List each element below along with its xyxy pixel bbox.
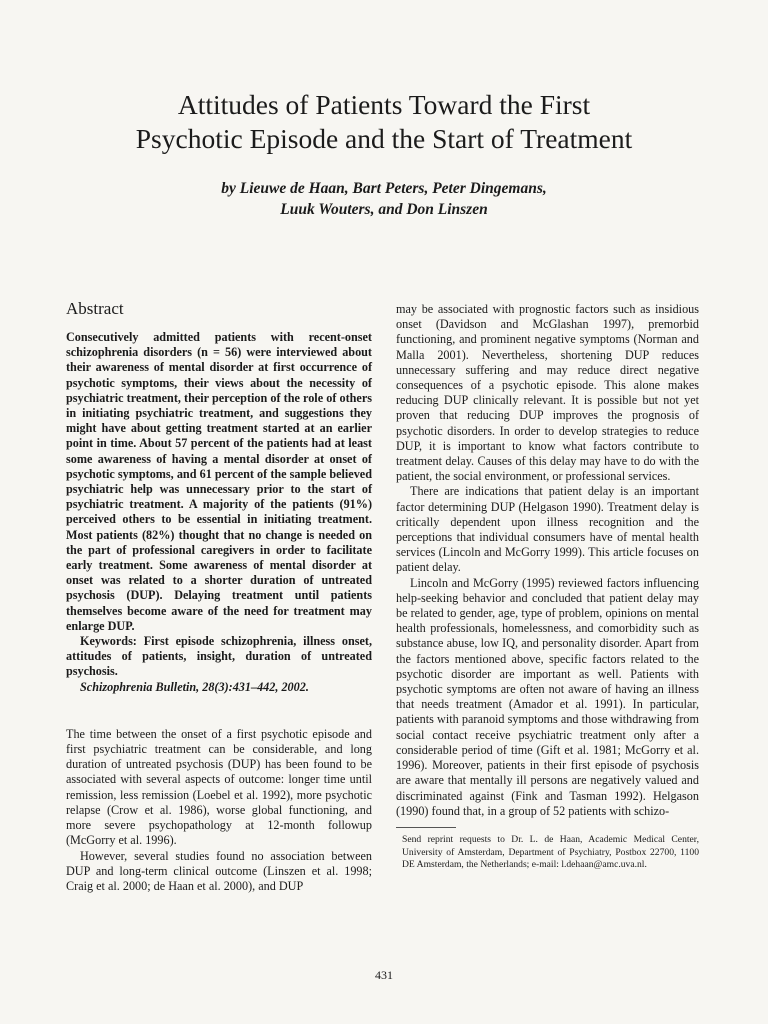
abstract-citation: Schizophrenia Bulletin, 28(3):431–442, 2002. bbox=[80, 679, 309, 694]
left-column bbox=[66, 298, 372, 894]
right-paragraph-1: may be associated with prognostic factors such as insidious onset (Davidson and McGlashan 1997), premorbid functioning, and prominent negative symptoms (Norman and Malla 2001). Nevertheless, shortening DUP reduces unnecessary suffering and may reduce direct negative consequences of a psychotic episode. This alone makes reducing DUP clinically relevant. It is possible but not yet proven that reducing DUP improves the prognosis of psychotic disorders. In order to develop strategies to reduce DUP, it is important to know what factors contribute to treatment delay. Causes of this delay may have to do with the patient, the social environment, or professional services. bbox=[396, 302, 699, 484]
abstract-body: Consecutively admitted patients with recent-onset schizophrenia disorders (n = 56) were interviewed about their awareness of mental disorder at first occurrence of psychotic symptoms, their views about the necessity of psychiatric treatment, their perception of the role of others in initiating psychiatric treatment, and suggestions they might have about getting treatment started at an earlier point in time. About 57 percent of the patients had at least some awareness of having a mental disorder at onset of psychotic symptoms, and 61 percent of the sample believed psychiatric help was unnecessary prior to the start of psychiatric treatment. A majority of the patients (91%) perceived others to be essential in initiating treatment. Most patients (82%) thought that no change is needed on the part of professional caregivers in order to facilitate early treatment. Some awareness of mental disorder at onset was related to a shorter duration of untreated psychosis (DUP). Delaying treatment until patients themselves become aware of the need for treatment may enlarge DUP. bbox=[66, 330, 372, 633]
abstract-heading: Abstract bbox=[66, 299, 124, 318]
abstract-keywords: Keywords: First episode schizophrenia, illness onset, attitudes of patients, insight, duration of untreated psychosis. bbox=[66, 634, 372, 679]
authors-line-1: by Lieuwe de Haan, Bart Peters, Peter Dingemans, bbox=[221, 180, 547, 197]
right-column bbox=[396, 302, 699, 872]
title-line-1: Attitudes of Patients Toward the First bbox=[177, 89, 591, 120]
page-number: 431 bbox=[375, 968, 393, 982]
intro-paragraph-1: The time between the onset of a first psychotic episode and first psychiatric treatment can be considerable, and long duration of untreated psychosis (DUP) has been found to be associated with several aspects of outcome: longer time until remission, less remission (Loebel et al. 1992), more psychotic relapse (Crow et al. 1986), worse global functioning, and more severe psychopathology at 12-month followup (McGorry et al. 1996). bbox=[66, 726, 372, 848]
intro-paragraph-2: However, several studies found no association between DUP and long-term clinical outcome (Linszen et al. 1998; Craig et al. 2000; de Haan et al. 2000), and DUP bbox=[66, 848, 372, 893]
introduction-section bbox=[66, 727, 372, 894]
author-byline bbox=[60, 178, 708, 220]
article-title bbox=[60, 88, 708, 156]
footnote-divider bbox=[396, 827, 456, 828]
authors-line-2: Luuk Wouters, and Don Linszen bbox=[280, 201, 488, 218]
reprint-footnote: Send reprint requests to Dr. L. de Haan, Academic Medical Center, University of Amsterdam, Department of Psychiatry, Postbox 22700, 1100 DE Amsterdam, the Netherlands; e-mail: l.dehaan@amc.uva.nl. bbox=[402, 833, 699, 871]
right-paragraph-3: Lincoln and McGorry (1995) reviewed factors influencing help-seeking behavior and concluded that patient delay may be related to gender, age, type of problem, opinions on mental health professionals, homelessness, and comorbidity such as substance abuse, low IQ, and personality disorder. Apart from the factors mentioned above, specific factors related to the psychotic disorder are important as well. Patients with psychotic symptoms are often not aware of having an illness that needs treatment (Amador et al. 1991). In particular, patients with paranoid symptoms and those withdrawing from social contact receive psychiatric treatment only after a considerable period of time (Gift et al. 1981; McGorry et al. 1996). Moreover, patients in their first episode of psychosis are aware that mentally ill persons are negatively valued and discriminated against (Fink and Tasman 1992). Helgason (1990) found that, in a group of 52 patients with schizo- bbox=[396, 575, 699, 818]
title-line-2: Psychotic Episode and the Start of Treatment bbox=[135, 123, 633, 154]
abstract-section bbox=[66, 298, 372, 695]
right-paragraph-2: There are indications that patient delay is an important factor determining DUP (Helgason 1990). Treatment delay is critically dependent upon illness recognition and the perceptions that individual consumers have of mental health services (Lincoln and McGorry 1999). This article focuses on patient delay. bbox=[396, 484, 699, 575]
